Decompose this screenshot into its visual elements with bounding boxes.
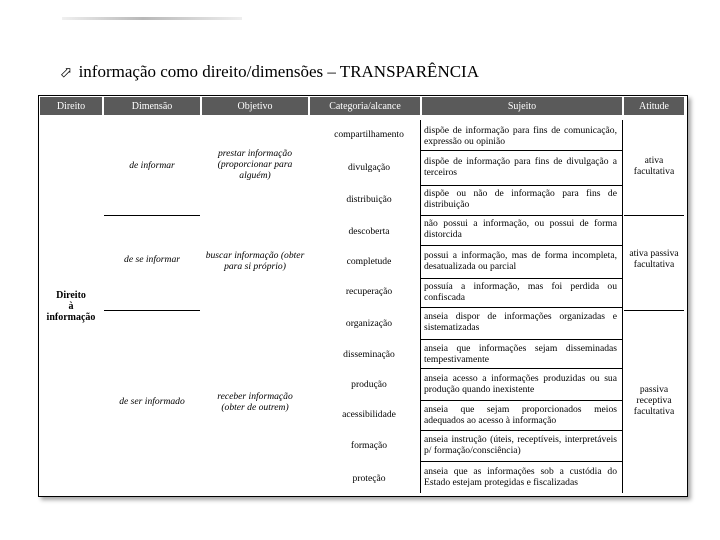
row-divider (420, 461, 622, 462)
row-divider (420, 368, 622, 369)
sujeito-item: anseia dispor de informações organizadas e sistematizadas (424, 311, 617, 333)
row-divider (420, 245, 622, 246)
row-divider (420, 430, 622, 431)
header-atitude: Atitude (624, 97, 684, 115)
categoria-item: compartilhamento (334, 128, 404, 140)
header-sujeito: Sujeito (422, 97, 622, 115)
categoria-item: recuperação (345, 285, 393, 297)
sujeito-item: anseia que sejam proporcionados meios adequados ao acesso à informação (424, 404, 617, 426)
categoria-item: disseminação (343, 348, 395, 360)
row-divider (420, 339, 622, 340)
sujeito-item: anseia acesso a informações produzidas ou sua produção quando inexistente (424, 373, 617, 395)
sujeito-item: anseia que informações sejam disseminadas tempestivamente (424, 343, 617, 365)
slide-title-text: informação como direito/dimensões – TRANSPARÊNCIA (78, 62, 479, 81)
slide-title (60, 62, 479, 82)
column-divider (622, 120, 623, 493)
dimensao-informar: de informar (129, 159, 175, 171)
categoria-item: distribuição (346, 193, 392, 205)
dimensao-se-informar: de se informar (124, 253, 180, 265)
row-divider (624, 310, 684, 311)
atitude-informar: ativa facultativa (633, 155, 675, 177)
row-divider (624, 215, 684, 216)
row-divider (420, 150, 622, 151)
header-dimensao: Dimensão (104, 97, 200, 115)
objetivo-se-informar: buscar informação (obter para si próprio) (205, 250, 305, 272)
arrow-icon: ⬀ (60, 64, 73, 81)
decorative-line (62, 17, 242, 20)
categoria-item: proteção (352, 472, 386, 484)
row-divider (420, 400, 622, 401)
sujeito-item: não possui a informação, ou possui de forma distorcida (424, 218, 617, 240)
objetivo-ser-informado: receber informação (obter de outrem) (217, 391, 293, 413)
sujeito-item: anseia instrução (úteis, receptíveis, interpretáveis p/ formação/consciência) (424, 434, 617, 456)
categoria-item: completude (346, 255, 392, 267)
sujeito-item: dispõe de informação para fins de comunicação, expressão ou opinião (424, 125, 617, 147)
sujeito-item: anseia que as informações sob a custódia do Estado estejam protegidas e fiscalizadas (424, 466, 617, 488)
row-divider (104, 215, 200, 216)
sujeito-item: dispõe ou não de informação para fins de distribuição (424, 188, 617, 210)
atitude-se-informar: ativa passiva facultativa (629, 248, 679, 270)
direito-label: Direito à informação (46, 289, 96, 323)
row-divider (420, 185, 622, 186)
sujeito-item: dispõe de informação para fins de divulgação a terceiros (424, 156, 617, 178)
categoria-item: formação (350, 439, 388, 451)
categoria-item: divulgação (347, 161, 391, 173)
categoria-item: produção (351, 378, 387, 390)
header-categoria: Categoria/alcance (310, 97, 420, 115)
sujeito-item: possui a informação, mas de forma incompleta, desatualizada ou parcial (424, 250, 617, 272)
categoria-item: acessibilidade (342, 408, 396, 420)
row-divider (420, 215, 622, 216)
row-divider (104, 310, 200, 311)
categoria-item: descoberta (348, 225, 390, 237)
dimensao-ser-informado: de ser informado (119, 395, 185, 407)
header-objetivo: Objetivo (202, 97, 308, 115)
header-direito: Direito (40, 97, 102, 115)
atitude-ser-informado: passiva receptiva facultativa (633, 383, 675, 417)
categoria-item: organização (345, 317, 393, 329)
row-divider (420, 307, 622, 308)
row-divider (420, 278, 622, 279)
objetivo-informar: prestar informação (proporcionar para alguém) (217, 147, 293, 181)
sujeito-item: possuía a informação, mas foi perdida ou confiscada (424, 281, 617, 303)
